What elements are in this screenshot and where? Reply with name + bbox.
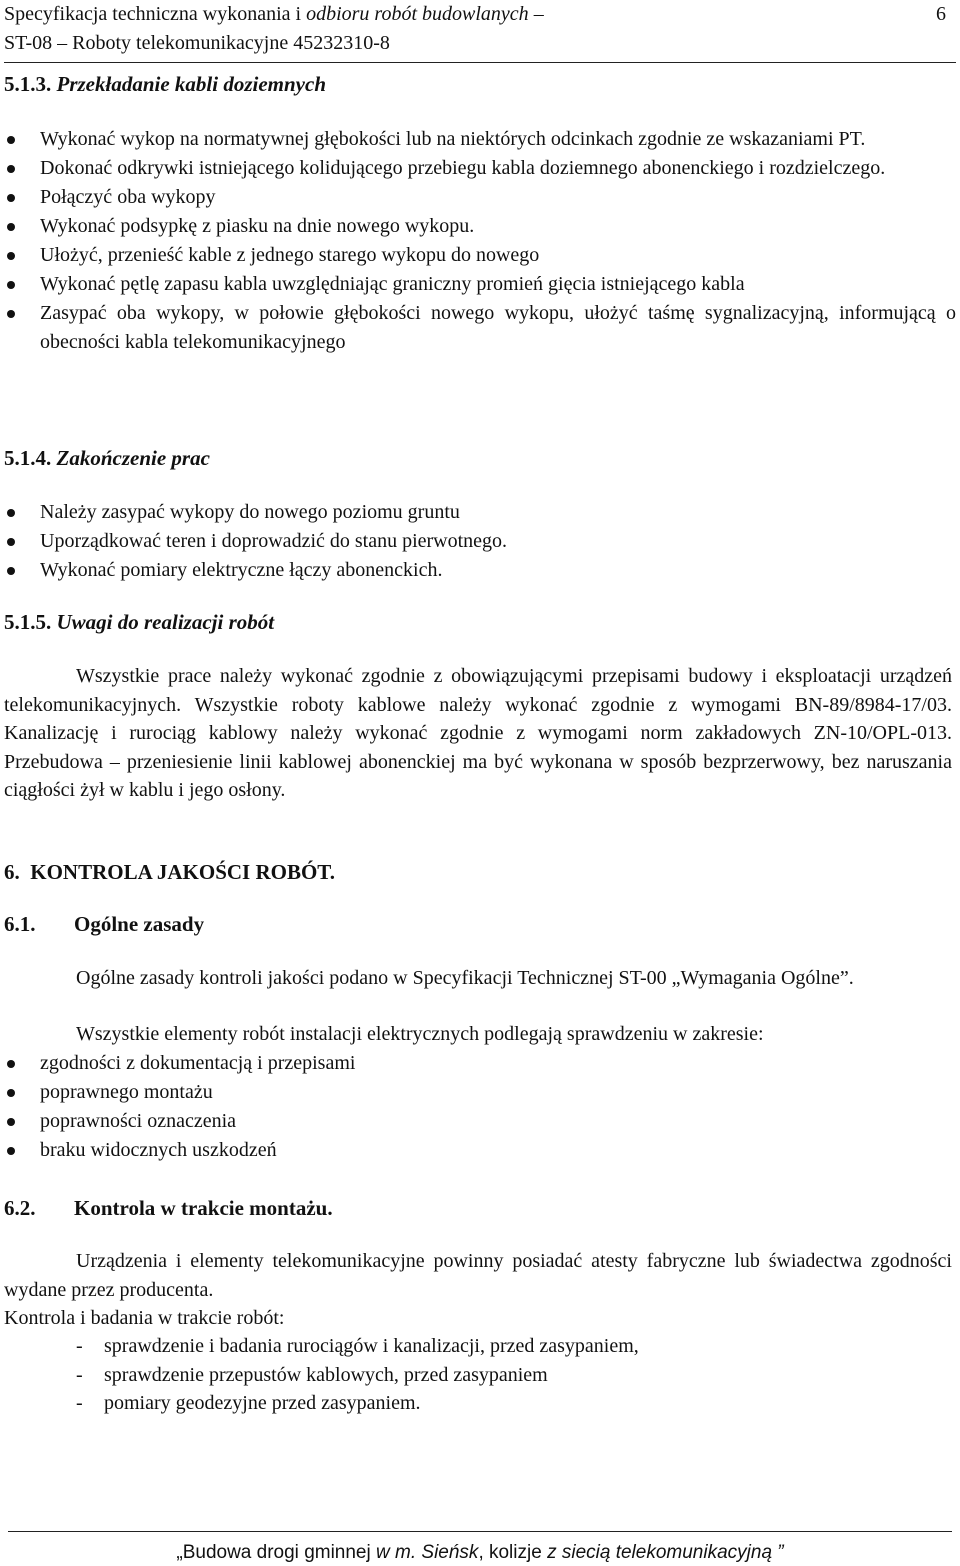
section-heading-5-1-5: 5.1.5. Uwagi do realizacji robót	[4, 610, 275, 634]
dash-list-6-2	[4, 1332, 944, 1418]
section-heading-5-1-4: 5.1.4. Zakończenie prac	[4, 446, 210, 470]
list-item: Wykonać pomiary elektryczne łączy abonenckich.	[0, 556, 956, 585]
list-item: poprawnego montażu	[0, 1078, 956, 1107]
bullet-list-6-1	[0, 1049, 956, 1165]
paragraph-6-2-a: Urządzenia i elementy telekomunikacyjne powinny posiadać atesty fabryczne lub świadectwa zgodności wydane przez producenta.	[4, 1250, 952, 1301]
list-item: Zasypać oba wykopy, w połowie głębokości nowego wykopu, ułożyć taśmę sygnalizacyjną, informującą o obecności kabla telekomunikacyjnego	[0, 299, 956, 357]
list-item: poprawności oznaczenia	[0, 1107, 956, 1136]
list-item: Należy zasypać wykopy do nowego poziomu gruntu	[0, 498, 956, 527]
header-title: Specyfikacja techniczna wykonania i odbioru robót budowlanych –	[4, 3, 544, 25]
list-item: Wykonać pętlę zapasu kabla uwzględniając graniczny promień gięcia istniejącego kabla	[0, 270, 956, 299]
section-heading-6-1: 6.1. Ogólne zasady	[4, 912, 205, 936]
section-heading-6-2: 6.2. Kontrola w trakcie montażu.	[4, 1196, 333, 1220]
section-heading-5-1-3: 5.1.3. Przekładanie kabli doziemnych	[4, 72, 326, 96]
list-item: Wykonać podsypkę z piasku na dnie nowego wykopu.	[0, 212, 956, 241]
paragraph-6-1-b: Wszystkie elementy robót instalacji elektrycznych podlegają sprawdzeniu w zakresie:	[76, 1023, 764, 1045]
page-header	[4, 0, 956, 63]
paragraph-6-2-b: Kontrola i badania w trakcie robót:	[4, 1307, 285, 1329]
list-item: - pomiary geodezyjne przed zasypaniem.	[76, 1392, 421, 1414]
list-item: Połączyć oba wykopy	[0, 183, 956, 212]
list-item: Wykonać wykop na normatywnej głębokości lub na niektórych odcinkach zgodnie ze wskazaniami PT.	[0, 125, 956, 154]
header-subtitle: ST-08 – Roboty telekomunikacyjne 45232310-8	[4, 32, 390, 54]
list-item: Dokonać odkrywki istniejącego kolidującego przebiegu kabla doziemnego abonenckiego i rozdzielczego.	[0, 154, 956, 183]
paragraph-5-1-5: Wszystkie prace należy wykonać zgodnie z obowiązującymi przepisami budowy i eksploatacji urządzeń telekomunikacyjnych. Wszystkie roboty kablowe należy wykonać zgodnie z wymogami BN-89/8984-17/03. Kanalizację i rurociąg kablowy należy wykonać zgodnie z wymogami norm zakładowych ZN-10/OPL-013. Przebudowa – przeniesienie linii kablowej abonenckiej ma być wykonana w sposób bezprzerwowy, bez naruszania ciągłości żył w kablu i jego osłony.	[4, 665, 952, 801]
list-item: braku widocznych uszkodzeń	[0, 1136, 956, 1165]
list-item: - sprawdzenie i badania rurociągów i kanalizacji, przed zasypaniem,	[76, 1335, 639, 1357]
page-footer: „Budowa drogi gminnej w m. Sieńsk, kolizje z siecią telekomunikacyjną ”	[8, 1531, 952, 1566]
section-heading-6: 6. KONTROLA JAKOŚCI ROBÓT.	[4, 860, 335, 884]
list-item: zgodności z dokumentacją i przepisami	[0, 1049, 956, 1078]
bullet-list-5-1-3	[0, 125, 956, 357]
list-item: - sprawdzenie przepustów kablowych, przed zasypaniem	[76, 1363, 548, 1386]
paragraph-6-1-a: Ogólne zasady kontroli jakości podano w Specyfikacji Technicznej ST-00 „Wymagania Ogólne”.	[76, 967, 854, 989]
list-item: Ułożyć, przenieść kable z jednego starego wykopu do nowego	[0, 241, 956, 270]
list-item: Uporządkować teren i doprowadzić do stanu pierwotnego.	[0, 527, 956, 556]
bullet-list-5-1-4	[0, 498, 956, 585]
page-number: 6	[936, 3, 946, 25]
